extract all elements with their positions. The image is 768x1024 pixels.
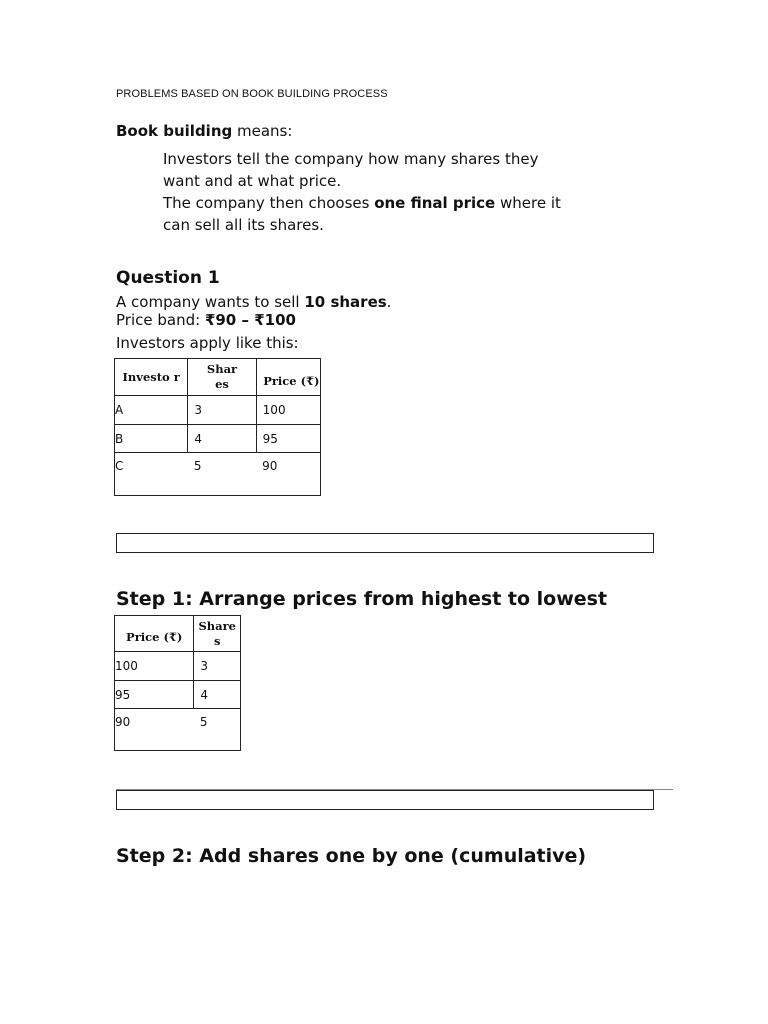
header-investor: Investo r (115, 359, 188, 396)
price-band-pre: Price band: (116, 311, 205, 329)
investor-cell: B (115, 425, 188, 453)
investor-cell: C (115, 453, 188, 496)
header-shares: Shar es (188, 359, 256, 396)
sell-pre: A company wants to sell (116, 293, 305, 311)
shares-emphasis: 10 shares (304, 293, 387, 311)
table-row (115, 425, 321, 453)
price-cell: 95 (115, 681, 194, 709)
price-cell: 100 (256, 396, 320, 425)
empty-box-1 (116, 533, 654, 553)
price-cell: 95 (256, 425, 320, 453)
empty-box-2 (116, 790, 654, 810)
step2-title: Step 2: Add shares one by one (cumulative) (116, 845, 587, 867)
definition-intro (116, 120, 292, 142)
definition-term: Book building (116, 122, 233, 140)
question-title: Question 1 (116, 268, 220, 288)
header-price: Price (₹) (115, 616, 194, 652)
definition-line-1: Investors tell the company how many shares they (163, 150, 539, 168)
table-row (115, 453, 321, 496)
investor-cell: A (115, 396, 188, 425)
definition-line-2: want and at what price. (163, 172, 342, 190)
shares-cell: 4 (188, 425, 256, 453)
header-shares: Share s (194, 616, 241, 652)
definition-line-3-pre: The company then chooses (163, 194, 375, 212)
sell-post: . (386, 293, 392, 311)
table-row (115, 709, 241, 751)
shares-cell: 5 (194, 709, 241, 751)
price-cell: 100 (115, 652, 194, 681)
shares-cell: 4 (194, 681, 241, 709)
shares-cell: 5 (188, 453, 256, 496)
step1-title: Step 1: Arrange prices from highest to lowest (116, 588, 608, 610)
document-header: PROBLEMS BASED ON BOOK BUILDING PROCESS (116, 88, 388, 100)
shares-cell: 3 (188, 396, 256, 425)
table-row (115, 396, 321, 425)
table-row (115, 681, 241, 709)
header-price: Price (₹) (256, 359, 320, 396)
definition-line-3 (163, 192, 561, 214)
final-price-emphasis: one final price (374, 194, 496, 212)
definition-rest: means: (232, 122, 293, 140)
apply-line: Investors apply like this: (116, 334, 299, 352)
definition-line-3-post: where it (495, 194, 561, 212)
sorted-price-table (114, 615, 241, 751)
table-row (115, 652, 241, 681)
question-sell-line (116, 292, 391, 312)
price-cell: 90 (256, 453, 320, 496)
price-band-value: ₹90 – ₹100 (204, 311, 296, 329)
price-cell: 90 (115, 709, 194, 751)
definition-line-4: can sell all its shares. (163, 216, 324, 234)
investor-table (114, 358, 321, 496)
price-band-line (116, 310, 296, 330)
shares-cell: 3 (194, 652, 241, 681)
